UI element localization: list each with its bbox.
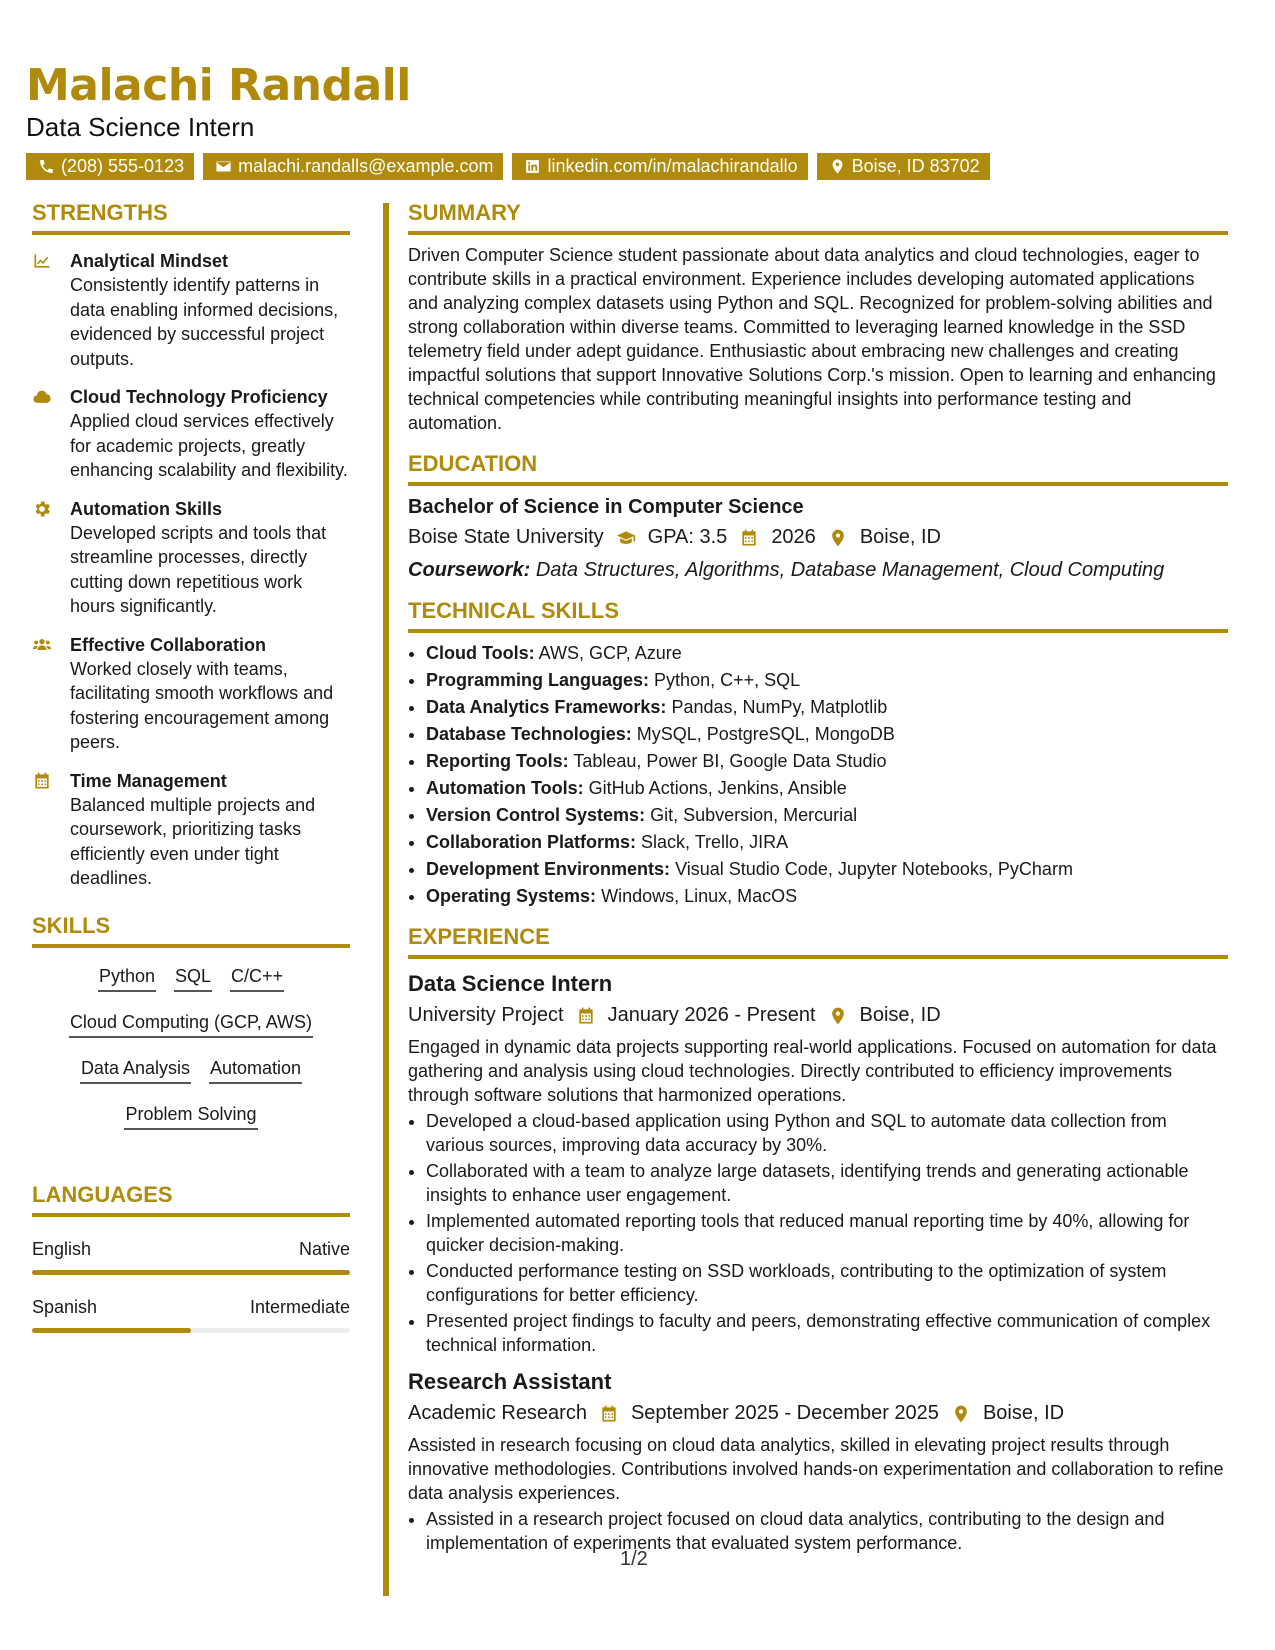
strength-item: [32, 249, 350, 371]
coursework-label: Coursework:: [408, 559, 531, 581]
school: Boise State University: [408, 526, 604, 548]
degree: Bachelor of Science in Computer Science: [408, 496, 804, 518]
contact-location-text: Boise, ID 83702: [851, 156, 980, 176]
skill-value: Visual Studio Code, Jupyter Notebooks, PyCharm: [675, 859, 1073, 879]
left-column: [32, 200, 350, 1333]
strength-desc: Balanced multiple projects and coursework, prioritizing tasks efficiently even under tight deadlines.: [70, 794, 316, 888]
skill-value: Python, C++, SQL: [654, 670, 801, 690]
language-level: Native: [298, 1238, 350, 1259]
contact-email-text: malachi.randalls@example.com: [238, 156, 494, 176]
coursework-list: Data Structures, Algorithms, Database Management, Cloud Computing: [535, 559, 1165, 581]
skill-label: Cloud Tools:: [426, 643, 535, 663]
experience-org: University Project: [408, 1004, 564, 1026]
cloud-icon: [32, 387, 52, 407]
strength-desc: Worked closely with teams, facilitating smooth workflows and fostering encouragement among peers.: [70, 658, 334, 752]
gpa: GPA: 3.5: [647, 526, 728, 548]
list-item: [426, 641, 1228, 665]
strength-name: Time Management: [70, 770, 227, 791]
list-item: • Conducted performance testing on SSD workloads, contributing to the optimization of system configurations for better efficiency.: [426, 1259, 1228, 1307]
strength-desc: Applied cloud services effectively for academic projects, greatly enhancing scalability and flexibility.: [70, 411, 348, 480]
language-level: Intermediate: [249, 1296, 350, 1317]
calendar-icon: [32, 771, 52, 791]
experience-bullets: [408, 1507, 1228, 1555]
skill-value: Tableau, Power BI, Google Data Studio: [573, 751, 887, 771]
skill-label: Operating Systems:: [426, 886, 597, 906]
skill-value: AWS, GCP, Azure: [538, 643, 682, 663]
education-meta: [408, 526, 1228, 549]
list-item: [426, 722, 1228, 746]
language-name: Spanish: [32, 1296, 98, 1317]
list-item: • Assisted in a research project focused on cloud data analytics, contributing to the design and implementation of experiments that evaluated system performance.: [426, 1507, 1228, 1555]
languages-heading: LANGUAGES: [32, 1182, 350, 1217]
linkedin-icon: [524, 158, 541, 175]
skill-label: Reporting Tools:: [426, 751, 569, 771]
skill-label: Programming Languages:: [426, 670, 650, 690]
strengths-heading: STRENGTHS: [32, 200, 350, 235]
list-item: • Presented project findings to faculty and peers, demonstrating effective communication of complex technical information.: [426, 1309, 1228, 1357]
contact-bar: [26, 153, 990, 180]
skills-heading: SKILLS: [32, 913, 350, 948]
column-divider: [383, 203, 389, 1596]
strength-item: [32, 769, 350, 891]
map-pin-icon: [951, 1404, 971, 1424]
envelope-icon: [215, 158, 232, 175]
experience-location: Boise, ID: [859, 1004, 941, 1026]
skill-value: Pandas, NumPy, Matplotlib: [671, 697, 888, 717]
experience-location: Boise, ID: [982, 1402, 1065, 1424]
skill-label: Collaboration Platforms:: [426, 832, 637, 852]
contact-linkedin-text: linkedin.com/in/malachirandallo: [547, 156, 798, 176]
strength-desc: Developed scripts and tools that streamline processes, directly cutting down repetitious work hours significantly.: [70, 522, 327, 616]
skill-value: Git, Subversion, Mercurial: [650, 805, 858, 825]
contact-email[interactable]: [203, 153, 503, 180]
strength-name: Effective Collaboration: [70, 634, 267, 655]
experience-title: Research Assistant: [408, 1369, 612, 1394]
strength-item: [32, 497, 350, 619]
technical-skills-list: [408, 641, 1228, 908]
list-item: [426, 749, 1228, 773]
experience-org: Academic Research: [408, 1402, 587, 1424]
experience-title: Data Science Intern: [408, 971, 613, 996]
experience-summary: Engaged in dynamic data projects supporting real-world applications. Focused on automation for data gathering and analysis using cloud technologies. Directly contributed to efficiency improvements through software solutions that harmonized operations.: [408, 1037, 1217, 1105]
skill-tag: Python: [98, 964, 156, 992]
language-bar: [32, 1328, 350, 1333]
experience-meta: [408, 1004, 1228, 1027]
language-name: English: [32, 1238, 92, 1259]
skills-tags: [32, 964, 350, 1130]
strength-item: [32, 385, 350, 483]
list-item: [426, 695, 1228, 719]
calendar-icon: [739, 528, 759, 548]
users-icon: [32, 635, 52, 655]
language-item: [32, 1239, 350, 1275]
calendar-icon: [576, 1006, 596, 1026]
chart-line-icon: [32, 251, 52, 271]
skill-tag: Problem Solving: [124, 1102, 257, 1130]
graduation-cap-icon: [616, 528, 636, 548]
skill-tag: SQL: [174, 964, 212, 992]
list-item: [426, 803, 1228, 827]
skill-label: Automation Tools:: [426, 778, 584, 798]
map-pin-icon: [828, 528, 848, 548]
skill-value: Slack, Trello, JIRA: [641, 832, 789, 852]
list-item: [426, 884, 1228, 908]
map-pin-icon: [828, 1006, 848, 1026]
phone-icon: [38, 158, 55, 175]
contact-phone-text: (208) 555-0123: [61, 156, 185, 176]
education-location: Boise, ID: [859, 526, 941, 548]
candidate-name: Malachi Randall: [26, 60, 411, 111]
gear-icon: [32, 499, 52, 519]
strength-name: Analytical Mindset: [70, 251, 229, 271]
experience-heading: EXPERIENCE: [408, 924, 1228, 959]
language-bar-fill: [32, 1270, 350, 1275]
strength-name: Cloud Technology Proficiency: [70, 387, 328, 407]
map-pin-icon: [829, 158, 846, 175]
skill-label: Data Analytics Frameworks:: [426, 697, 667, 717]
list-item: [426, 857, 1228, 881]
skill-label: Development Environments:: [426, 859, 671, 879]
list-item: • Collaborated with a team to analyze large datasets, identifying trends and generating actionable insights to enhance user engagement.: [426, 1159, 1228, 1207]
list-item: [426, 830, 1228, 854]
technical-skills-heading: TECHNICAL SKILLS: [408, 598, 1228, 633]
contact-linkedin[interactable]: [512, 153, 807, 180]
language-bar: [32, 1270, 350, 1275]
skill-value: MySQL, PostgreSQL, MongoDB: [636, 724, 895, 744]
strengths-list: [32, 249, 350, 891]
strength-desc: Consistently identify patterns in data enabling informed decisions, evidenced by successful project outputs.: [70, 275, 339, 369]
education-heading: EDUCATION: [408, 451, 1228, 486]
language-item: [32, 1297, 350, 1333]
graduation-year: 2026: [771, 526, 816, 548]
list-item: • Developed a cloud-based application using Python and SQL to automate data collection from various sources, improving data accuracy by 30%.: [426, 1109, 1228, 1157]
right-column: [408, 200, 1228, 1557]
experience-dates: January 2026 - Present: [607, 1004, 816, 1026]
summary-text: Driven Computer Science student passionate about data analytics and cloud technologies, eager to contribute skills in a practical environment. Experience includes developing automated applications and analyzing complex datasets using Python and SQL. Recognized for problem-solving abilities and strong collaboration within diverse teams. Committed to leveraging learned knowledge in the SSD telemetry field under adept guidance. Enthusiastic about embracing new challenges and creating impactful solutions that support Innovative Solutions Corp.'s mission. Open to learning and enhancing technical competencies while contributing meaningful insights into performance testing and automation.: [408, 245, 1216, 433]
skill-tag: Cloud Computing (GCP, AWS): [69, 1010, 313, 1038]
experience-meta: [408, 1402, 1228, 1425]
list-item: • Implemented automated reporting tools that reduced manual reporting time by 40%, allowing for quicker decision-making.: [426, 1209, 1228, 1257]
contact-location[interactable]: [817, 153, 990, 180]
strength-item: [32, 633, 350, 755]
strength-name: Automation Skills: [70, 498, 223, 519]
language-bar-fill: [32, 1328, 191, 1333]
skill-tag: Data Analysis: [80, 1056, 191, 1084]
skill-label: Database Technologies:: [426, 724, 632, 744]
list-item: [426, 668, 1228, 692]
experience-bullets: [408, 1109, 1228, 1357]
page-number: 1/2: [620, 1548, 648, 1570]
job-title: Data Science Intern: [26, 112, 255, 142]
experience-summary: Assisted in research focusing on cloud data analytics, skilled in elevating project results through innovative methodologies. Contributions involved hands-on experimentation and collaboration to refine data analysis experiences.: [408, 1435, 1224, 1503]
skill-tag: C/C++: [230, 964, 284, 992]
contact-phone[interactable]: [26, 153, 194, 180]
list-item: [426, 776, 1228, 800]
summary-heading: SUMMARY: [408, 200, 1228, 235]
calendar-icon: [599, 1404, 619, 1424]
skill-value: Windows, Linux, MacOS: [601, 886, 798, 906]
skill-value: GitHub Actions, Jenkins, Ansible: [588, 778, 847, 798]
coursework: [408, 559, 1228, 582]
skill-tag: Automation: [209, 1056, 302, 1084]
skill-label: Version Control Systems:: [426, 805, 646, 825]
experience-dates: September 2025 - December 2025: [630, 1402, 939, 1424]
